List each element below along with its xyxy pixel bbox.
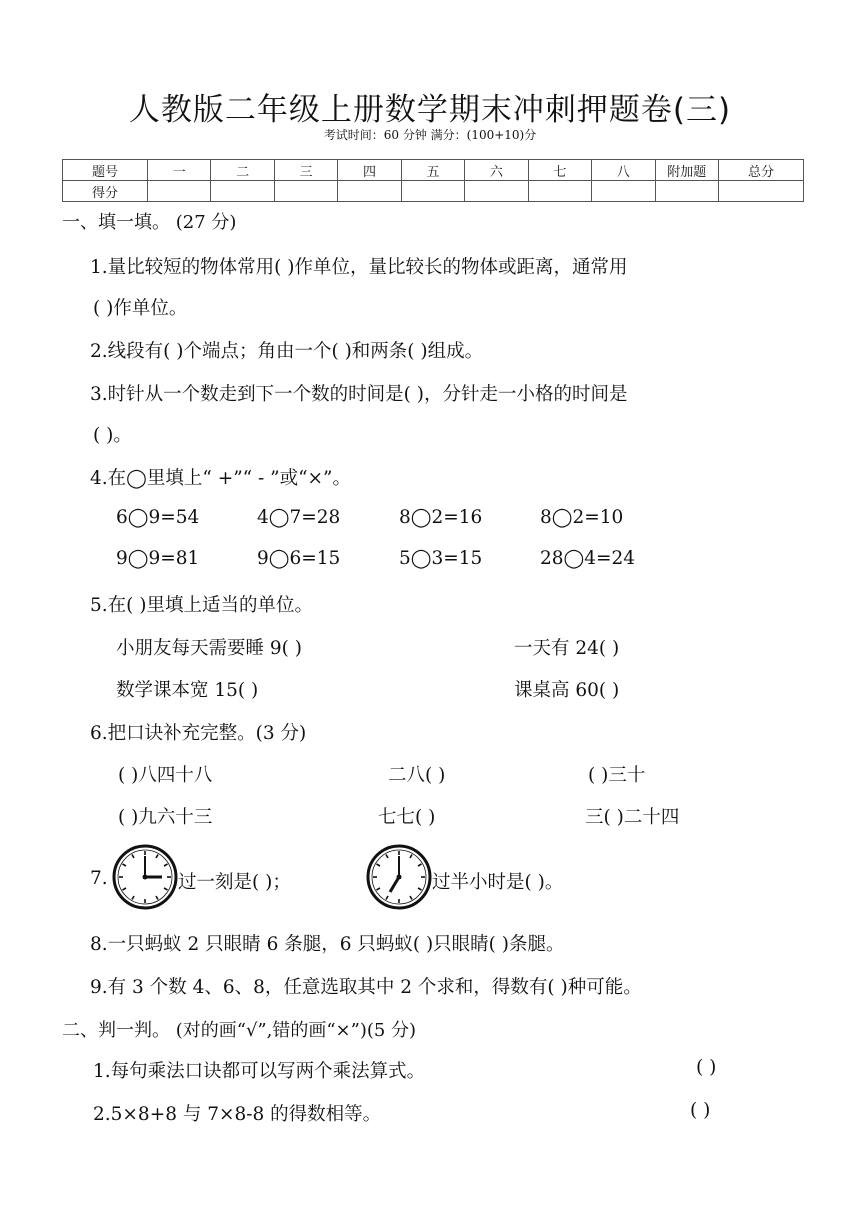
equation-item: 4◯7=28 xyxy=(257,507,341,528)
section-2-header: 二、判一判。 (对的画“√”,错的画“×”)(5 分) xyxy=(62,1020,417,1041)
unit-item: 数学课本宽 15( ) xyxy=(116,680,259,701)
question-6: 6.把口诀补充完整。(3 分) xyxy=(90,723,307,744)
clock-icon-3-oclock xyxy=(112,844,178,910)
equation-item: 28◯4=24 xyxy=(540,548,636,569)
exam-info: 考试时间：60 分钟 满分：(100+10)分 xyxy=(323,128,537,142)
score-cell[interactable] xyxy=(274,181,337,202)
score-cell[interactable] xyxy=(401,181,464,202)
unit-item: 课桌高 60( ) xyxy=(514,680,620,701)
rhyme-item: 七七( ) xyxy=(378,807,436,828)
score-cell[interactable] xyxy=(148,181,211,202)
judge-question-2: 2.5×8+8 与 7×8-8 的得数相等。 xyxy=(93,1104,382,1125)
table-cell: 二 xyxy=(211,160,274,181)
table-cell: 七 xyxy=(528,160,591,181)
rhyme-item: ( )三十 xyxy=(588,765,646,786)
score-cell[interactable] xyxy=(338,181,401,202)
clock-icon-8-oclock xyxy=(366,844,432,910)
equation-item: 9◯9=81 xyxy=(116,548,200,569)
question-2: 2.线段有( )个端点；角由一个( )和两条( )组成。 xyxy=(90,341,484,362)
judge-question-1: 1.每句乘法口诀都可以写两个乘法算式。 xyxy=(93,1061,426,1082)
question-8: 8.一只蚂蚁 2 只眼睛 6 条腿，6 只蚂蚁( )只眼睛( )条腿。 xyxy=(90,934,565,955)
question-4: 4.在◯里填上“ +”“ - ”或“×”。 xyxy=(90,468,351,489)
score-table-score-row xyxy=(63,181,804,202)
table-cell: 一 xyxy=(148,160,211,181)
score-cell[interactable] xyxy=(592,181,655,202)
equation-item: 9◯6=15 xyxy=(257,548,341,569)
score-cell[interactable] xyxy=(465,181,528,202)
table-cell: 附加题 xyxy=(655,160,719,181)
judge-answer-paren[interactable]: ( ) xyxy=(696,1057,717,1078)
rhyme-item: ( )九六十三 xyxy=(118,807,213,828)
table-cell: 八 xyxy=(592,160,655,181)
question-5: 5.在( )里填上适当的单位。 xyxy=(90,595,313,616)
question-1-line-1: 1.量比较短的物体常用( )作单位，量比较长的物体或距离，通常用 xyxy=(90,257,628,278)
unit-item: 小朋友每天需要睡 9( ) xyxy=(116,638,302,659)
rhyme-item: 三( )二十四 xyxy=(585,807,680,828)
table-cell: 得分 xyxy=(63,181,148,202)
question-3-line-2: ( )。 xyxy=(93,425,132,446)
score-cell[interactable] xyxy=(719,181,804,202)
score-cell[interactable] xyxy=(655,181,719,202)
equation-item: 6◯9=54 xyxy=(116,507,200,528)
table-cell: 总分 xyxy=(719,160,804,181)
score-table xyxy=(62,159,804,202)
question-9: 9.有 3 个数 4、6、8，任意选取其中 2 个求和，得数有( )种可能。 xyxy=(90,977,642,998)
equation-item: 8◯2=16 xyxy=(399,507,483,528)
question-7-part-1: 过一刻是( )； xyxy=(178,872,291,893)
rhyme-item: 二八( ) xyxy=(388,765,446,786)
score-table-header-row xyxy=(63,160,804,181)
question-3-line-1: 3.时针从一个数走到下一个数的时间是( )，分针走一小格的时间是 xyxy=(90,384,628,405)
equation-item: 5◯3=15 xyxy=(399,548,483,569)
score-cell[interactable] xyxy=(211,181,274,202)
judge-answer-paren[interactable]: ( ) xyxy=(690,1100,711,1121)
table-cell: 题号 xyxy=(63,160,148,181)
question-7-part-2: 过半小时是( )。 xyxy=(432,872,564,893)
table-cell: 五 xyxy=(401,160,464,181)
section-1-header: 一、填一填。 (27 分) xyxy=(62,212,237,233)
table-cell: 四 xyxy=(338,160,401,181)
page-title: 人教版二年级上册数学期末冲刺押题卷(三) xyxy=(128,92,732,128)
unit-item: 一天有 24( ) xyxy=(514,638,620,659)
question-1-line-2: ( )作单位。 xyxy=(93,298,188,319)
score-cell[interactable] xyxy=(528,181,591,202)
rhyme-item: ( )八四十八 xyxy=(118,765,213,786)
equation-item: 8◯2=10 xyxy=(540,507,624,528)
question-7-number: 7. xyxy=(90,868,108,889)
table-cell: 三 xyxy=(274,160,337,181)
table-cell: 六 xyxy=(465,160,528,181)
